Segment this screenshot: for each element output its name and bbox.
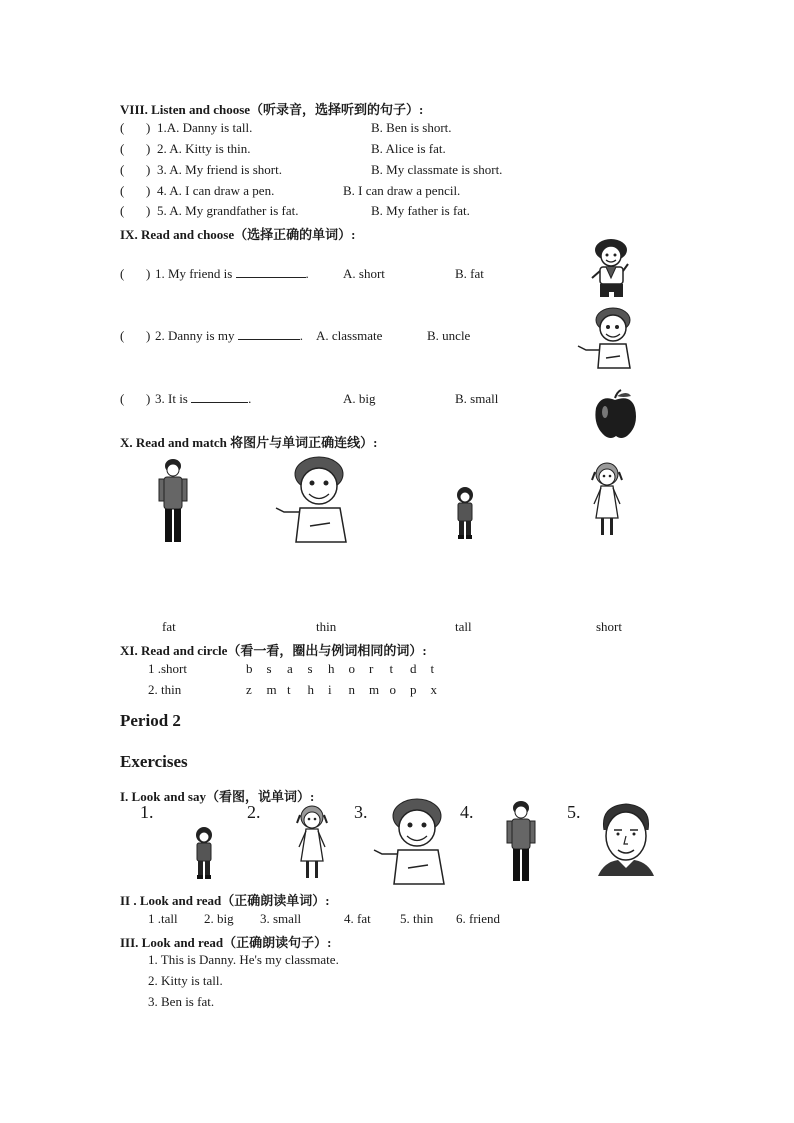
letter[interactable]: n	[348, 682, 355, 697]
s9-option-b-2: B. uncle	[427, 328, 471, 343]
s9-question-end-3: .	[248, 391, 252, 406]
thin-girl-icon	[586, 460, 628, 542]
s8-option-b-2: B. Alice is fat.	[371, 141, 446, 156]
match-word-fat[interactable]: fat	[162, 619, 176, 634]
s9-option-a-3: A. big	[343, 391, 376, 406]
answer-blank-3[interactable]	[191, 391, 248, 403]
s9-option-b-3: B. small	[455, 391, 499, 406]
read-word-4: 4. fat	[344, 911, 371, 926]
s9-question-2	[155, 328, 303, 344]
letter[interactable]: m	[369, 682, 380, 697]
circle-example-thin: 2. thin	[148, 682, 182, 697]
s8-option-a-2: 2. A. Kitty is thin.	[157, 141, 251, 156]
answer-blank-2[interactable]	[238, 328, 300, 340]
letter[interactable]: b	[246, 661, 253, 676]
exercises-heading: Exercises	[120, 752, 188, 771]
short-boy-icon	[586, 238, 638, 298]
letter-row-1	[246, 661, 451, 677]
fat-boy-icon	[274, 456, 352, 546]
s9-paren-close-3: )	[146, 391, 151, 406]
s9-paren-open-3: (	[120, 391, 125, 406]
tall-man-icon	[505, 800, 537, 884]
pic-number-1: 1.	[140, 802, 154, 822]
s8-option-b-1: B. Ben is short.	[371, 120, 452, 135]
letter[interactable]: h	[328, 661, 335, 676]
s8-option-a-4: 4. A. I can draw a pen.	[157, 183, 275, 198]
p2-section-1-title: I. Look and say（看图，说单词）:	[120, 789, 315, 804]
letter[interactable]: t	[430, 661, 435, 676]
tall-man-icon	[155, 458, 191, 546]
s9-option-a-2: A. classmate	[316, 328, 383, 343]
s9-question-1	[155, 266, 309, 282]
s8-paren-close-4: )	[146, 183, 151, 198]
s8-paren-close-5: )	[146, 203, 151, 218]
letter[interactable]: t	[389, 661, 394, 676]
pic-number-5: 5.	[567, 802, 581, 822]
match-word-short[interactable]: short	[596, 619, 622, 634]
small-girl-icon	[452, 486, 478, 542]
letter[interactable]: i	[328, 682, 332, 697]
s8-option-a-5: 5. A. My grandfather is fat.	[157, 203, 299, 218]
read-word-5: 5. thin	[400, 911, 434, 926]
letter[interactable]: d	[410, 661, 417, 676]
s9-paren-open-2: (	[120, 328, 125, 343]
fat-boy-icon	[372, 798, 450, 886]
s8-paren-open-4: (	[120, 183, 125, 198]
letter[interactable]: o	[348, 661, 355, 676]
letter[interactable]: t	[287, 682, 291, 697]
s8-option-b-3: B. My classmate is short.	[371, 162, 503, 177]
letter[interactable]: o	[389, 682, 396, 697]
read-sentence-3: 3. Ben is fat.	[148, 994, 215, 1009]
match-word-tall[interactable]: tall	[455, 619, 472, 634]
read-word-6: 6. friend	[456, 911, 501, 926]
classmate-boy-icon	[576, 306, 634, 372]
pic-number-3: 3.	[354, 802, 368, 822]
read-word-1: 1 .tall	[148, 911, 178, 926]
section-10-title: X. Read and match 将图片与单词正确连线）:	[120, 435, 378, 450]
s9-question-text-2: 2. Danny is my	[155, 328, 235, 343]
answer-blank-1[interactable]	[236, 266, 306, 278]
period-heading: Period 2	[120, 711, 181, 730]
letter[interactable]: x	[430, 682, 437, 697]
letter[interactable]: a	[287, 661, 293, 676]
pic-number-4: 4.	[460, 802, 474, 822]
s8-option-a-3: 3. A. My friend is short.	[157, 162, 282, 177]
s9-paren-close-2: )	[146, 328, 151, 343]
letter[interactable]: p	[410, 682, 417, 697]
s9-option-a-1: A. short	[343, 266, 385, 281]
s9-question-3	[155, 391, 251, 407]
section-9-title: IX. Read and choose（选择正确的单词）:	[120, 227, 356, 242]
s8-paren-close-3: )	[146, 162, 151, 177]
p2-section-2-title: II . Look and read（正确朗读单词）:	[120, 893, 330, 908]
section-11-title: XI. Read and circle（看一看，圈出与例词相同的词）:	[120, 643, 427, 658]
letter[interactable]: s	[307, 661, 313, 676]
s8-paren-open-1: (	[120, 120, 125, 135]
thin-girl-icon	[291, 803, 333, 883]
read-word-3: 3. small	[260, 911, 302, 926]
read-sentence-1: 1. This is Danny. He's my classmate.	[148, 952, 339, 967]
s9-question-text-3: 3. It is	[155, 391, 188, 406]
s8-paren-open-5: (	[120, 203, 125, 218]
letter[interactable]: h	[307, 682, 314, 697]
letter[interactable]: s	[266, 661, 272, 676]
letter[interactable]: z	[246, 682, 252, 697]
match-word-thin[interactable]: thin	[316, 619, 337, 634]
s8-option-b-5: B. My father is fat.	[371, 203, 470, 218]
s8-option-a-1: 1.A. Danny is tall.	[157, 120, 253, 135]
s9-question-end-2: .	[299, 328, 303, 343]
s8-paren-open-3: (	[120, 162, 125, 177]
circle-example-short: 1 .short	[148, 661, 187, 676]
s8-paren-close-2: )	[146, 141, 151, 156]
small-girl-icon	[191, 826, 217, 882]
letter[interactable]: m	[266, 682, 277, 697]
letter[interactable]: r	[369, 661, 374, 676]
letter-row-2	[246, 682, 451, 698]
pic-number-2: 2.	[247, 802, 261, 822]
s9-question-end-1: .	[305, 266, 309, 281]
s9-option-b-1: B. fat	[455, 266, 484, 281]
s9-question-text-1: 1. My friend is	[155, 266, 233, 281]
s8-option-b-4: B. I can draw a pencil.	[343, 183, 461, 198]
read-sentence-2: 2. Kitty is tall.	[148, 973, 223, 988]
s8-paren-close-1: )	[146, 120, 151, 135]
s9-paren-open-1: (	[120, 266, 125, 281]
read-word-2: 2. big	[204, 911, 234, 926]
p2-section-3-title: III. Look and read（正确朗读句子）:	[120, 935, 332, 950]
section-8-title: VIII. Listen and choose（听录音，选择听到的句子）:	[120, 102, 424, 117]
apple-icon	[593, 390, 639, 440]
man-face-icon	[596, 800, 656, 876]
s8-paren-open-2: (	[120, 141, 125, 156]
s9-paren-close-1: )	[146, 266, 151, 281]
